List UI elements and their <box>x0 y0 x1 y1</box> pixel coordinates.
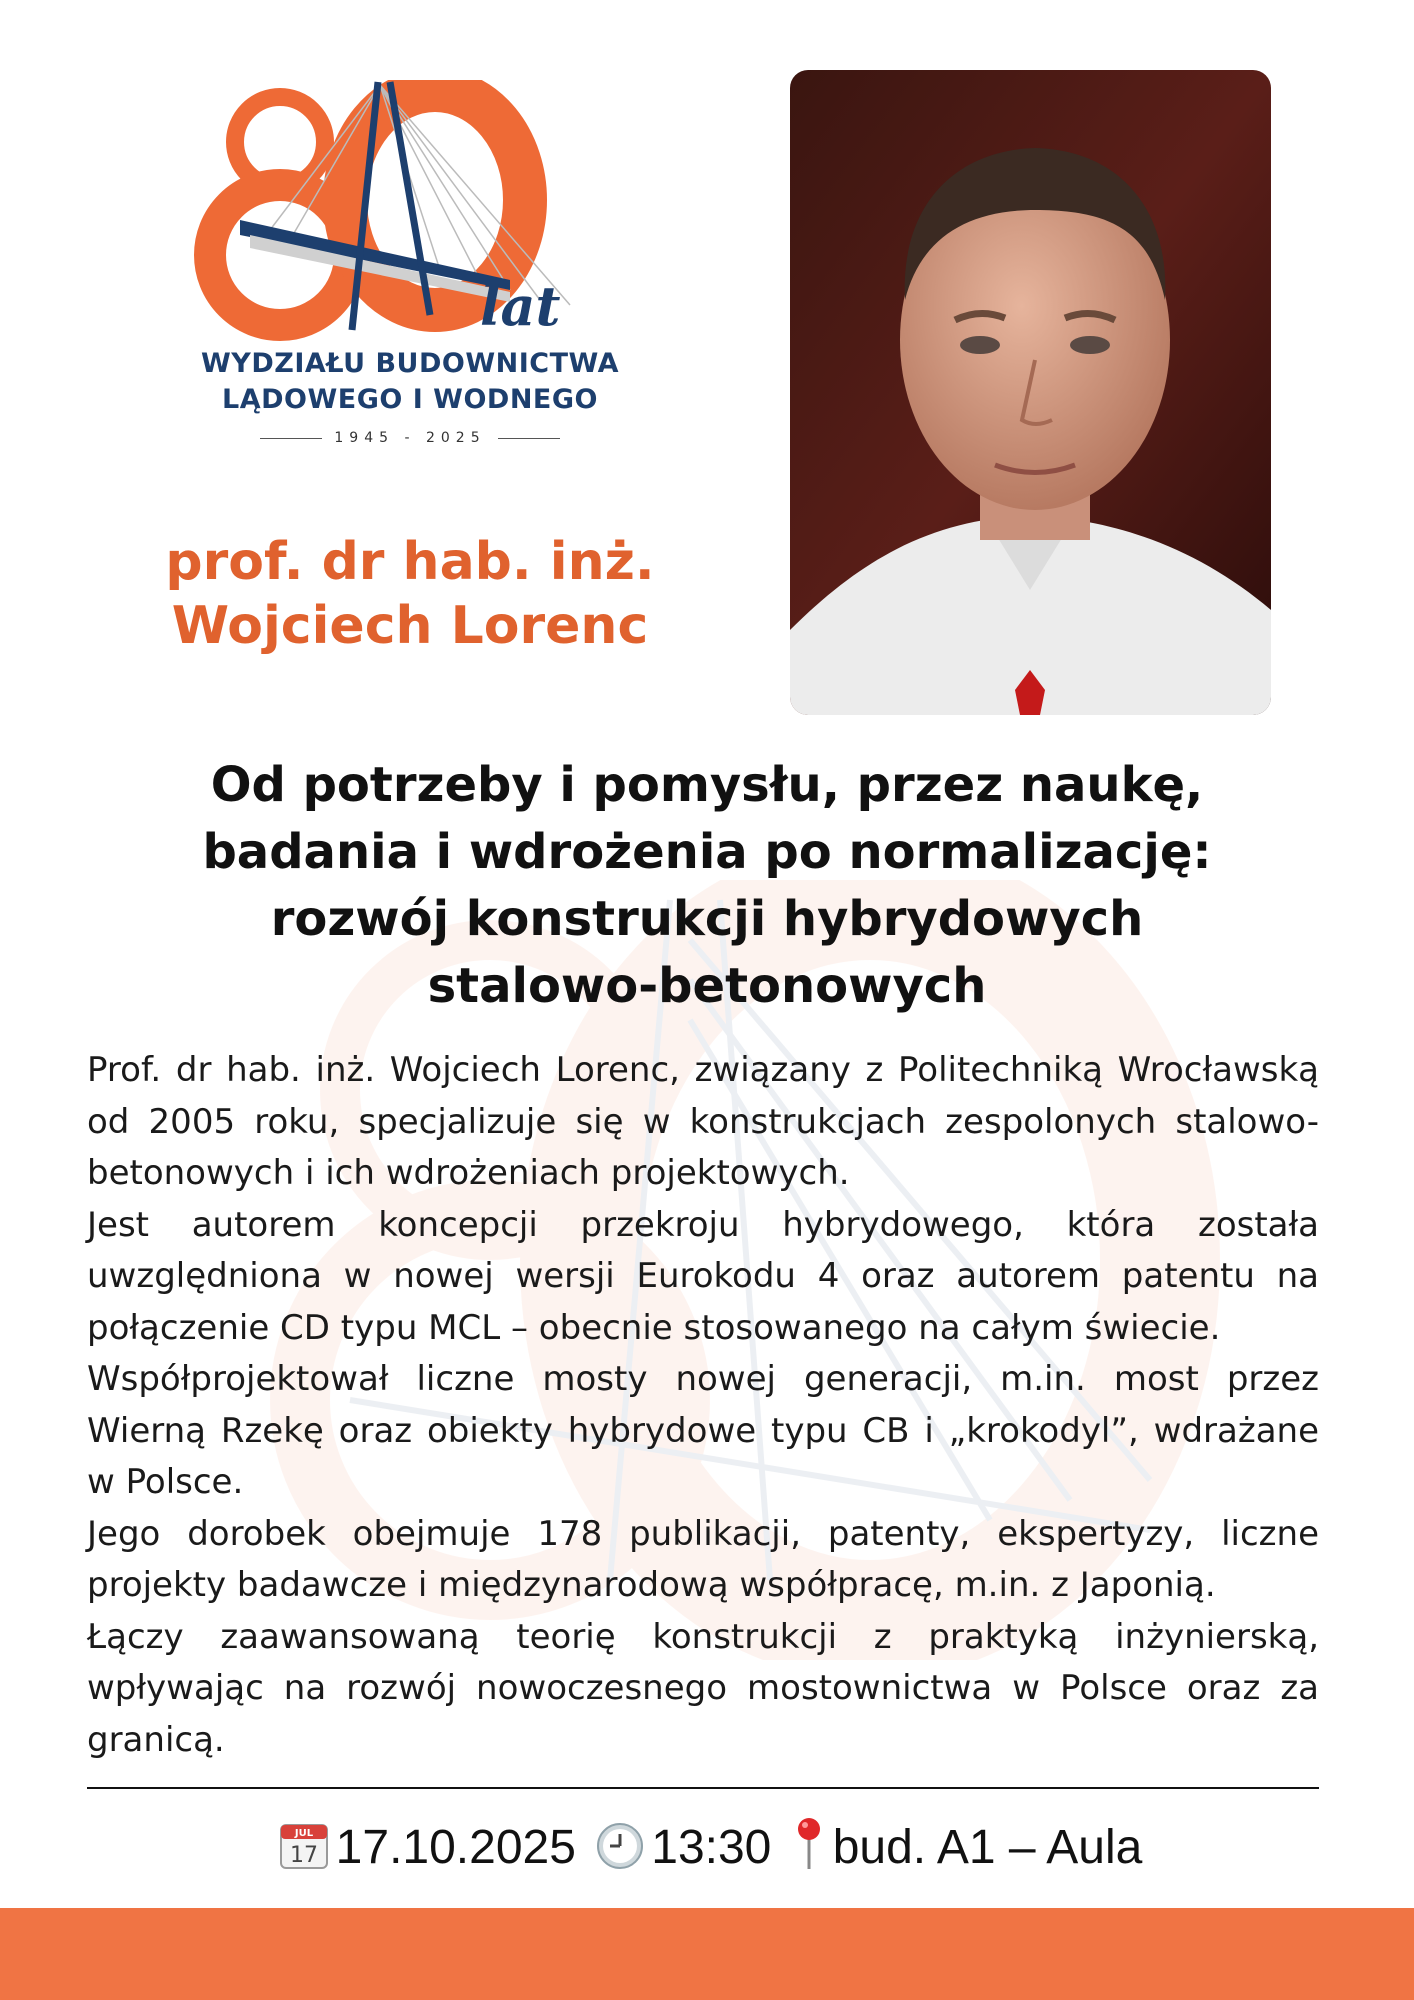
speaker-name-block <box>130 530 690 658</box>
logo-text-line2: LĄDOWEGO I WODNEGO <box>222 384 598 415</box>
lecture-title-line: stalowo-betonowych <box>427 958 987 1014</box>
pin-icon <box>791 1815 827 1892</box>
bio-paragraph: Łączy zaawansowaną teorię konstrukcji z praktyką inżynierską, wpływając na rozwój nowoczesnego mostownictwa w Polsce oraz za granicą. <box>87 1616 1319 1760</box>
calendar-icon-day: 17 <box>289 1843 318 1868</box>
bio-paragraph: Jego dorobek obejmuje 178 publikacji, patenty, ekspertyzy, liczne projekty badawcze i międzynarodową współpracę, m.in. z Japonią. <box>87 1513 1319 1605</box>
calendar-icon <box>278 1819 330 1892</box>
lecture-title-line: Od potrzeby i pomysłu, przez naukę, <box>210 757 1204 813</box>
speaker-academic-title: prof. dr hab. inż. <box>165 532 655 592</box>
faculty-anniversary-logo <box>180 80 640 460</box>
lecture-title-line: rozwój konstrukcji hybrydowych <box>270 891 1144 947</box>
event-location: bud. A1 – Aula <box>832 1821 1143 1874</box>
logo-years: 1945 - 2025 <box>180 430 640 446</box>
bottom-accent-bar <box>0 1908 1414 2000</box>
event-date: 17.10.2025 <box>335 1821 576 1874</box>
bio-paragraph: Jest autorem koncepcji przekroju hybrydowego, która została uwzględniona w nowej wersji Eurokodu 4 oraz autorem patentu na połączenie CD typu MCL – obecnie stosowanego na całym świecie. <box>87 1204 1319 1348</box>
lecture-title-line: badania i wdrożenia po normalizację: <box>202 824 1212 880</box>
bio-paragraph: Współprojektował liczne mosty nowej generacji, m.in. most przez Wierną Rzekę oraz obiekty hybrydowe typu CB i „krokodyl”, wdrażane w Polsce. <box>87 1359 1319 1502</box>
clock-icon <box>595 1820 645 1892</box>
speaker-portrait-image <box>790 70 1271 715</box>
logo-text-line1: WYDZIAŁU BUDOWNICTWA <box>201 348 619 379</box>
event-time: 13:30 <box>651 1821 772 1874</box>
bio-paragraph: Prof. dr hab. inż. Wojciech Lorenc, związany z Politechniką Wrocławską od 2005 roku, specjalizuje się w konstrukcjach zespolonych stalowo-betonowych i ich wdrożeniach projektowych. <box>87 1050 1319 1193</box>
speaker-biography <box>87 1045 1319 1766</box>
speaker-photo <box>790 70 1271 715</box>
logo-80-bridge-graphic <box>180 80 640 350</box>
event-details <box>0 1812 1414 1892</box>
divider <box>87 1787 1319 1789</box>
speaker-name: Wojciech Lorenc <box>171 596 649 656</box>
lecture-title <box>90 752 1324 1020</box>
svg-text:lat: lat <box>480 274 561 338</box>
calendar-icon-month: JUL <box>294 1828 313 1839</box>
